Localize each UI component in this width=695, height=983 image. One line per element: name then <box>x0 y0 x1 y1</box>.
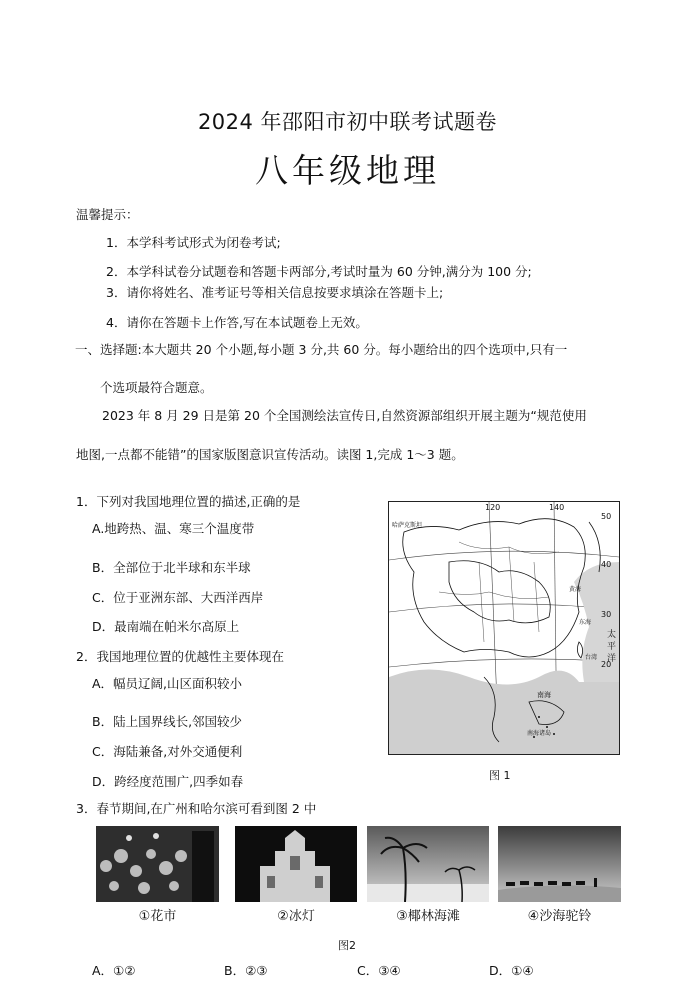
desert-camel-photo <box>498 826 621 902</box>
photo-caption: ④沙海驼铃 <box>527 909 592 924</box>
q3-option-d: D．①④ <box>489 963 534 978</box>
ice-lantern-photo <box>235 826 357 902</box>
q2-option-c: C．海陆兼备,对外交通便利 <box>92 744 243 759</box>
map-place-label: 南海诸岛 <box>527 730 552 737</box>
lat-label-40: 40 <box>601 560 612 569</box>
china-map-figure <box>388 501 620 755</box>
map-place-label: 东海 <box>579 619 592 626</box>
q3-option-a: A．①② <box>92 963 136 978</box>
photo-caption: ②冰灯 <box>277 909 315 924</box>
q1-option-c: C．位于亚洲东部、大西洋西岸 <box>92 590 264 605</box>
q1-option-d: D．最南端在帕米尔高原上 <box>92 619 240 634</box>
question-2-stem: 2．我国地理位置的优越性主要体现在 <box>76 649 284 664</box>
figure-1-caption: 图 1 <box>489 769 511 782</box>
map-place-label: 南海 <box>537 691 551 699</box>
notice-item: 1．本学科考试形式为闭卷考试; <box>106 235 281 250</box>
notice-item: 2．本学科试卷分试题卷和答题卡两部分,考试时量为 60 分钟,满分为 100 分; <box>106 264 532 279</box>
map-place-label: 黄海 <box>569 586 582 593</box>
notice-item: 4．请你在答题卡上作答,写在本试题卷上无效。 <box>106 315 368 330</box>
map-place-label: 哈萨克斯坦 <box>392 522 423 529</box>
notice-item: 3．请你将姓名、准考证号等相关信息按要求填涂在答题卡上; <box>106 285 444 300</box>
q1-option-a: A.地跨热、温、寒三个温度带 <box>92 521 255 536</box>
question-1-stem: 1．下列对我国地理位置的描述,正确的是 <box>76 494 301 509</box>
lon-label-120: 120 <box>485 503 501 512</box>
notice-heading: 温馨提示： <box>76 207 139 222</box>
map-drawing <box>389 502 619 754</box>
lat-label-20: 20 <box>601 660 612 669</box>
map-place-label: 台湾 <box>585 654 598 661</box>
q3-option-b: B．②③ <box>224 963 268 978</box>
lat-label-30: 30 <box>601 610 612 619</box>
q2-option-b: B．陆上国界线长,邻国较少 <box>92 714 243 729</box>
q2-option-a: A．幅员辽阔,山区面积较小 <box>92 676 243 691</box>
intro-paragraph-cont: 地图,一点都不能错”的国家版图意识宣传活动。读图 1,完成 1～3 题。 <box>76 447 464 462</box>
palm-beach-photo <box>367 826 489 902</box>
ocean-label: 太 <box>607 630 617 640</box>
section-instruction-cont: 个选项最符合题意。 <box>100 380 213 395</box>
figure-2-caption: 图2 <box>338 939 356 952</box>
ocean-label: 平 <box>607 642 617 652</box>
section-instruction: 一、选择题:本大题共 20 个小题,每小题 3 分,共 60 分。每小题给出的四个选项中,只有一 <box>75 342 568 357</box>
flower-market-photo <box>96 826 219 902</box>
ocean-label: 洋 <box>607 654 617 664</box>
question-3-stem: 3．春节期间,在广州和哈尔滨可看到图 2 中 <box>76 801 317 816</box>
subject-title: 八年级地理 <box>255 151 440 190</box>
intro-paragraph: 2023 年 8 月 29 日是第 20 个全国测绘法宣传日,自然资源部组织开展主题为“规范使用 <box>102 408 587 423</box>
q1-option-b: B．全部位于北半球和东半球 <box>92 560 251 575</box>
photo-caption: ③椰林海滩 <box>396 909 460 924</box>
q2-option-d: D．跨经度范围广,四季如春 <box>92 774 244 789</box>
q3-option-c: C．③④ <box>357 963 401 978</box>
exam-title: 2024 年邵阳市初中联考试题卷 <box>197 110 498 134</box>
lat-label-50: 50 <box>601 512 612 521</box>
photo-caption: ①花市 <box>138 909 177 924</box>
lon-label-140: 140 <box>549 503 565 512</box>
